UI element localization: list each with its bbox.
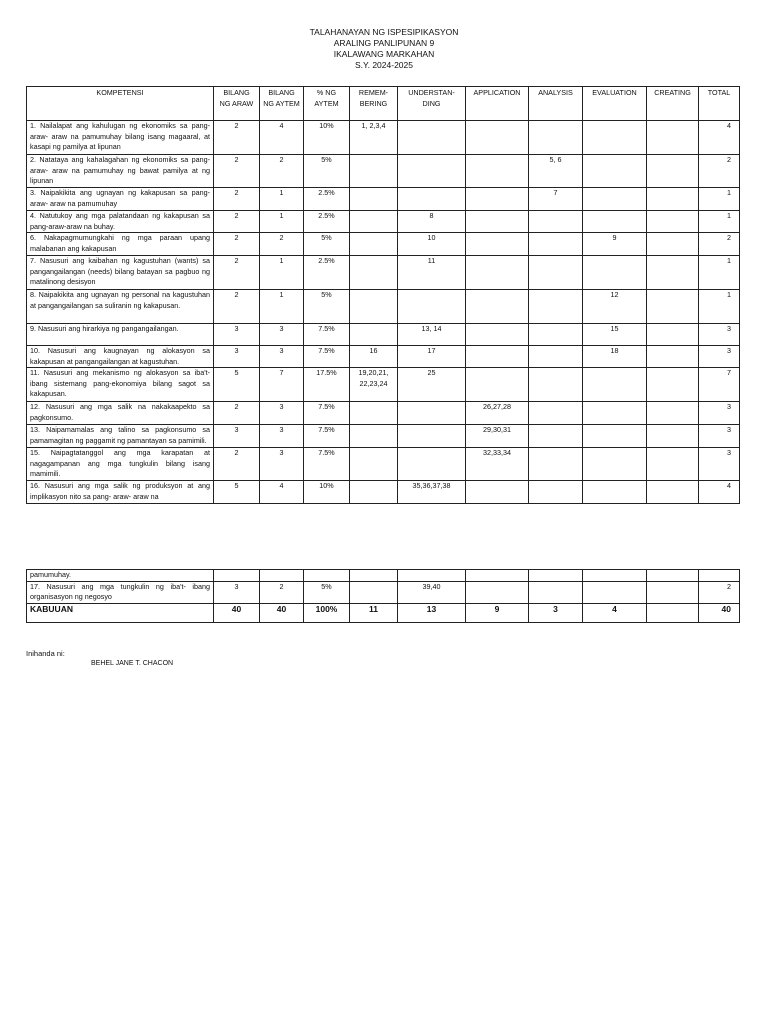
header-bilang-araw: BILANG NG ARAW — [214, 87, 260, 121]
evaluation-cell: 12 — [583, 290, 647, 324]
table-row — [27, 233, 740, 256]
total-cell: 2 — [699, 233, 740, 256]
pct-cell: 7.5% — [304, 346, 350, 368]
prepared-by-label: Inihanda ni: — [26, 649, 65, 658]
total-cell: 7 — [699, 368, 740, 402]
pct-cell: 2.5% — [304, 256, 350, 290]
table-row — [27, 256, 740, 290]
application-cell — [466, 211, 529, 233]
total-cell: 1 — [699, 188, 740, 211]
header-understanding: UNDERSTAN-DING — [398, 87, 466, 121]
evaluation-cell — [583, 155, 647, 188]
araw-cell: 2 — [214, 121, 260, 155]
header-creating: CREATING — [647, 87, 699, 121]
totals-remembering: 11 — [350, 603, 398, 622]
header-remembering: REMEM-BERING — [350, 87, 398, 121]
creating-cell — [647, 481, 699, 504]
remembering-cell: 1, 2,3,4 — [350, 121, 398, 155]
analysis-cell: 7 — [529, 188, 583, 211]
analysis-cell — [529, 425, 583, 448]
pct-cell: 5% — [304, 233, 350, 256]
understanding-cell — [398, 121, 466, 155]
aytem-cell: 1 — [260, 188, 304, 211]
total-cell: 3 — [699, 346, 740, 368]
specification-table — [26, 86, 740, 504]
pct-cell: 10% — [304, 481, 350, 504]
araw-cell: 3 — [214, 324, 260, 346]
remembering-cell: 16 — [350, 346, 398, 368]
aytem-cell: 1 — [260, 211, 304, 233]
evaluation-cell — [583, 121, 647, 155]
araw-cell: 2 — [214, 256, 260, 290]
analysis-cell — [529, 211, 583, 233]
remembering-cell — [350, 211, 398, 233]
table-row — [27, 448, 740, 481]
araw-cell: 2 — [214, 233, 260, 256]
remembering-cell — [350, 155, 398, 188]
evaluation-cell: 9 — [583, 233, 647, 256]
aytem-cell: 2 — [260, 233, 304, 256]
totals-application: 9 — [466, 603, 529, 622]
remembering-cell — [350, 402, 398, 425]
table-row — [27, 402, 740, 425]
remembering-cell — [350, 290, 398, 324]
creating-cell — [647, 188, 699, 211]
specification-table-continued — [26, 569, 740, 623]
evaluation-cell — [583, 448, 647, 481]
evaluation-cell: 15 — [583, 324, 647, 346]
header-evaluation: EVALUATION — [583, 87, 647, 121]
aytem-cell: 3 — [260, 402, 304, 425]
table-row — [27, 368, 740, 402]
totals-understanding: 13 — [398, 603, 466, 622]
table-row — [27, 324, 740, 346]
analysis-cell — [529, 233, 583, 256]
evaluation-cell — [583, 581, 647, 603]
pct-cell: 2.5% — [304, 188, 350, 211]
remembering-cell — [350, 581, 398, 603]
araw-cell: 2 — [214, 188, 260, 211]
analysis-cell — [529, 346, 583, 368]
araw-cell: 3 — [214, 581, 260, 603]
kompetensi-cell: 4. Natutukoy ang mga palatandaan ng kakapusan sa pang-araw-araw na buhay. — [27, 211, 214, 233]
creating-cell — [647, 155, 699, 188]
remembering-cell — [350, 233, 398, 256]
araw-cell: 2 — [214, 448, 260, 481]
evaluation-cell — [583, 211, 647, 233]
understanding-cell: 17 — [398, 346, 466, 368]
analysis-cell — [529, 402, 583, 425]
document-title — [0, 27, 768, 71]
kompetensi-cell: 15. Naipagtatanggol ang mga karapatan at nagagampanan ang mga tungkulin bilang isang mamimili. — [27, 448, 214, 481]
evaluation-cell — [583, 402, 647, 425]
creating-cell — [647, 211, 699, 233]
kompetensi-cell: 2. Natataya ang kahalagahan ng ekonomiks sa pang-araw- araw na pamumuhay ng bawat pamilya at ng lipunan — [27, 155, 214, 188]
table-row — [27, 121, 740, 155]
analysis-cell: 5, 6 — [529, 155, 583, 188]
table-row — [27, 425, 740, 448]
understanding-cell — [398, 425, 466, 448]
table-row — [27, 155, 740, 188]
header-row — [27, 87, 740, 121]
totals-label: KABUUAN — [27, 603, 214, 622]
understanding-cell: 11 — [398, 256, 466, 290]
table-row — [27, 481, 740, 504]
creating-cell — [647, 346, 699, 368]
aytem-cell: 4 — [260, 481, 304, 504]
understanding-cell — [398, 155, 466, 188]
kompetensi-cell: 6. Nakapagmumungkahi ng mga paraan upang malabanan ang kakapusan — [27, 233, 214, 256]
header-analysis: ANALYSIS — [529, 87, 583, 121]
understanding-cell: 35,36,37,38 — [398, 481, 466, 504]
totals-row — [27, 603, 740, 622]
araw-cell: 2 — [214, 402, 260, 425]
application-cell: 29,30,31 — [466, 425, 529, 448]
creating-cell — [647, 256, 699, 290]
analysis-cell — [529, 290, 583, 324]
aytem-cell: 4 — [260, 121, 304, 155]
aytem-cell: 3 — [260, 324, 304, 346]
evaluation-cell — [583, 425, 647, 448]
table-row — [27, 346, 740, 368]
kompetensi-cell: 16. Nasusuri ang mga salik ng produksyon at ang implikasyon nito sa pang- araw- araw na — [27, 481, 214, 504]
table-row — [27, 290, 740, 324]
understanding-cell — [398, 188, 466, 211]
analysis-cell — [529, 368, 583, 402]
understanding-cell: 13, 14 — [398, 324, 466, 346]
aytem-cell: 2 — [260, 155, 304, 188]
kompetensi-cell: 12. Nasusuri ang mga salik na nakakaapekto sa pagkonsumo. — [27, 402, 214, 425]
table-row — [27, 188, 740, 211]
pct-cell: 10% — [304, 121, 350, 155]
totals-pct: 100% — [304, 603, 350, 622]
total-cell: 2 — [699, 155, 740, 188]
analysis-cell — [529, 324, 583, 346]
total-cell: 1 — [699, 211, 740, 233]
pct-cell: 17.5% — [304, 368, 350, 402]
remembering-cell — [350, 256, 398, 290]
application-cell — [466, 256, 529, 290]
pct-cell: 7.5% — [304, 324, 350, 346]
aytem-cell: 1 — [260, 256, 304, 290]
total-cell: 1 — [699, 256, 740, 290]
analysis-cell — [529, 256, 583, 290]
header-kompetensi: KOMPETENSI — [27, 87, 214, 121]
analysis-cell — [529, 481, 583, 504]
remembering-cell — [350, 481, 398, 504]
total-cell: 3 — [699, 324, 740, 346]
understanding-cell: 39,40 — [398, 581, 466, 603]
continuation-cell: pamumuhay. — [27, 570, 214, 582]
totals-aytem: 40 — [260, 603, 304, 622]
total-cell: 4 — [699, 481, 740, 504]
header-pct-aytem: % NG AYTEM — [304, 87, 350, 121]
title-line-2: ARALING PANLIPUNAN 9 — [333, 38, 435, 48]
araw-cell: 3 — [214, 346, 260, 368]
aytem-cell: 3 — [260, 346, 304, 368]
creating-cell — [647, 581, 699, 603]
aytem-cell: 7 — [260, 368, 304, 402]
analysis-cell — [529, 121, 583, 155]
kompetensi-cell: 1. Nailalapat ang kahulugan ng ekonomiks sa pang-araw- araw na pamumuhay bilang isang magaaral, at kasapi ng pamilya at lipunan — [27, 121, 214, 155]
understanding-cell: 8 — [398, 211, 466, 233]
header-total: TOTAL — [699, 87, 740, 121]
application-cell — [466, 233, 529, 256]
araw-cell: 2 — [214, 155, 260, 188]
creating-cell — [647, 448, 699, 481]
header-bilang-aytem: BILANG NG AYTEM — [260, 87, 304, 121]
total-cell: 3 — [699, 425, 740, 448]
total-cell: 2 — [699, 581, 740, 603]
pct-cell: 7.5% — [304, 448, 350, 481]
understanding-cell — [398, 290, 466, 324]
title-line-4: S.Y. 2024-2025 — [355, 60, 413, 70]
creating-cell — [647, 121, 699, 155]
totals-creating — [647, 603, 699, 622]
creating-cell — [647, 425, 699, 448]
total-cell: 3 — [699, 448, 740, 481]
pct-cell: 7.5% — [304, 425, 350, 448]
understanding-cell: 25 — [398, 368, 466, 402]
remembering-cell — [350, 188, 398, 211]
kompetensi-cell: 17. Nasusuri ang mga tungkulin ng iba't- ibang organisasyon ng negosyo — [27, 581, 214, 603]
title-line-1: TALAHANAYAN NG ISPESIPIKASYON — [309, 27, 459, 37]
araw-cell: 5 — [214, 368, 260, 402]
header-application: APPLICATION — [466, 87, 529, 121]
creating-cell — [647, 402, 699, 425]
understanding-cell — [398, 448, 466, 481]
table-row — [27, 211, 740, 233]
totals-araw: 40 — [214, 603, 260, 622]
analysis-cell — [529, 448, 583, 481]
totals-analysis: 3 — [529, 603, 583, 622]
creating-cell — [647, 324, 699, 346]
pct-cell: 7.5% — [304, 402, 350, 425]
kompetensi-cell: 3. Naipakikita ang ugnayan ng kakapusan sa pang-araw- araw na pamumuhay — [27, 188, 214, 211]
application-cell — [466, 481, 529, 504]
understanding-cell — [398, 402, 466, 425]
kompetensi-cell: 8. Naipakikita ang ugnayan ng personal na kagustuhan at pangangailangan sa suliranin ng kakapusan. — [27, 290, 214, 324]
evaluation-cell — [583, 481, 647, 504]
kompetensi-cell: 13. Naipamamalas ang talino sa pagkonsumo sa pamamagitan ng paggamit ng pamantayan sa pamimili. — [27, 425, 214, 448]
kompetensi-cell: 11. Nasusuri ang mekanismo ng alokasyon sa iba't-ibang sistemang pang-ekonomiya bilang sagot sa kakapusan. — [27, 368, 214, 402]
remembering-cell — [350, 324, 398, 346]
kompetensi-cell: 7. Nasusuri ang kaibahan ng kagustuhan (wants) sa pangangailangan (needs) bilang batayan sa pagbuo ng matalinong desisyon — [27, 256, 214, 290]
araw-cell: 3 — [214, 425, 260, 448]
araw-cell: 2 — [214, 290, 260, 324]
totals-total: 40 — [699, 603, 740, 622]
creating-cell — [647, 290, 699, 324]
application-cell — [466, 290, 529, 324]
analysis-cell — [529, 581, 583, 603]
title-line-3: IKALAWANG MARKAHAN — [333, 49, 435, 59]
total-cell: 3 — [699, 402, 740, 425]
remembering-cell — [350, 448, 398, 481]
remembering-cell — [350, 425, 398, 448]
table-row-continuation — [27, 570, 740, 582]
application-cell: 26,27,28 — [466, 402, 529, 425]
totals-evaluation: 4 — [583, 603, 647, 622]
aytem-cell: 2 — [260, 581, 304, 603]
creating-cell — [647, 368, 699, 402]
total-cell: 4 — [699, 121, 740, 155]
application-cell — [466, 188, 529, 211]
pct-cell: 5% — [304, 155, 350, 188]
creating-cell — [647, 233, 699, 256]
remembering-cell: 19,20,21, 22,23,24 — [350, 368, 398, 402]
pct-cell: 2.5% — [304, 211, 350, 233]
application-cell — [466, 368, 529, 402]
pct-cell: 5% — [304, 290, 350, 324]
evaluation-cell — [583, 368, 647, 402]
kompetensi-cell: 9. Nasusuri ang hirarkiya ng pangangailangan. — [27, 324, 214, 346]
aytem-cell: 3 — [260, 425, 304, 448]
understanding-cell: 10 — [398, 233, 466, 256]
application-cell — [466, 155, 529, 188]
araw-cell: 5 — [214, 481, 260, 504]
aytem-cell: 3 — [260, 448, 304, 481]
preparer-name: BEHEL JANE T. CHACON — [91, 660, 174, 667]
total-cell: 1 — [699, 290, 740, 324]
pct-cell: 5% — [304, 581, 350, 603]
kompetensi-cell: 10. Nasusuri ang kaugnayan ng alokasyon sa kakapusan at pangangailangan at kagustuhan. — [27, 346, 214, 368]
araw-cell: 2 — [214, 211, 260, 233]
application-cell — [466, 324, 529, 346]
application-cell: 32,33,34 — [466, 448, 529, 481]
application-cell — [466, 581, 529, 603]
table-row — [27, 581, 740, 603]
application-cell — [466, 121, 529, 155]
aytem-cell: 1 — [260, 290, 304, 324]
evaluation-cell — [583, 256, 647, 290]
application-cell — [466, 346, 529, 368]
evaluation-cell: 18 — [583, 346, 647, 368]
evaluation-cell — [583, 188, 647, 211]
